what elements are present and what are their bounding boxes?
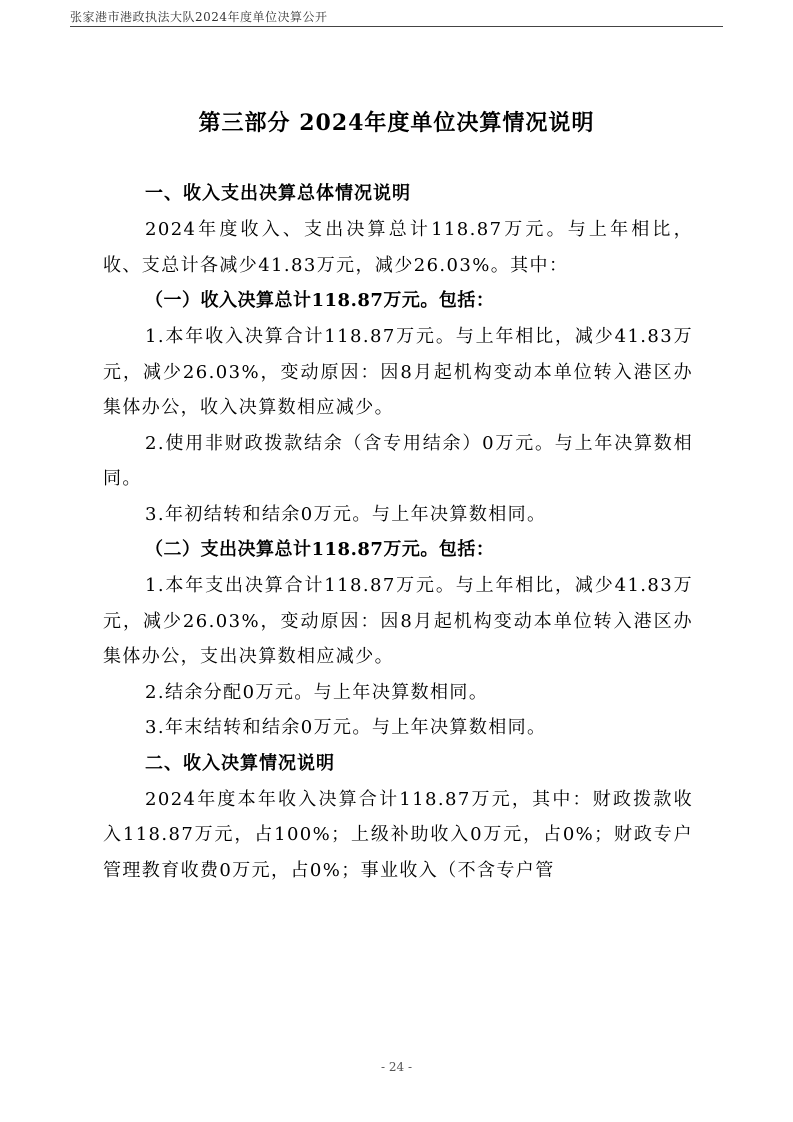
subsection-income-heading: （一）收入决算总计118.87万元。包括： (145, 290, 495, 311)
income-item-1: 1.本年收入决算合计118.87万元。与上年相比，减少41.83万元，减少26.03%，变动原因：因8月起机构变动本单位转入港区办集体办公，收入决算数相应减少。 (103, 326, 693, 418)
expenditure-item-3: 3.年末结转和结余0万元。与上年决算数相同。 (145, 717, 547, 738)
section-2-heading: 二、收入决算情况说明 (145, 752, 335, 774)
section-1-intro: 2024年度收入、支出决算总计118.87万元。与上年相比，收、支总计各减少41.83万元，减少26.03%。其中： (103, 219, 693, 276)
expenditure-item-2: 2.结余分配0万元。与上年决算数相同。 (145, 681, 489, 703)
page-number: - 24 - (380, 1060, 412, 1074)
page-title: 第三部分 2024年度单位决算情况说明 (198, 110, 595, 136)
income-item-2: 2.使用非财政拨款结余（含专用结余）0万元。与上年决算数相同。 (103, 432, 693, 489)
expenditure-item-1: 1.本年支出决算合计118.87万元。与上年相比，减少41.83万元，减少26.03%，变动原因：因8月起机构变动本单位转入港区办集体办公，支出决算数相应减少。 (103, 575, 693, 667)
running-header: 张家港市港政执法大队2024年度单位决算公开 (70, 10, 328, 24)
income-item-3: 3.年初结转和结余0万元。与上年决算数相同。 (145, 503, 547, 525)
document-body (103, 176, 693, 888)
section-2-paragraph: 2024年度本年收入决算合计118.87万元，其中：财政拨款收入118.87万元，占100%；上级补助收入0万元，占0%；财政专户管理教育收费0万元，占0%；事业收入（不含专户管 (103, 788, 693, 881)
section-1-heading: 一、收入支出决算总体情况说明 (145, 183, 411, 204)
subsection-expenditure-heading: （二）支出决算总计118.87万元。包括： (145, 539, 495, 560)
header-divider (70, 26, 723, 27)
